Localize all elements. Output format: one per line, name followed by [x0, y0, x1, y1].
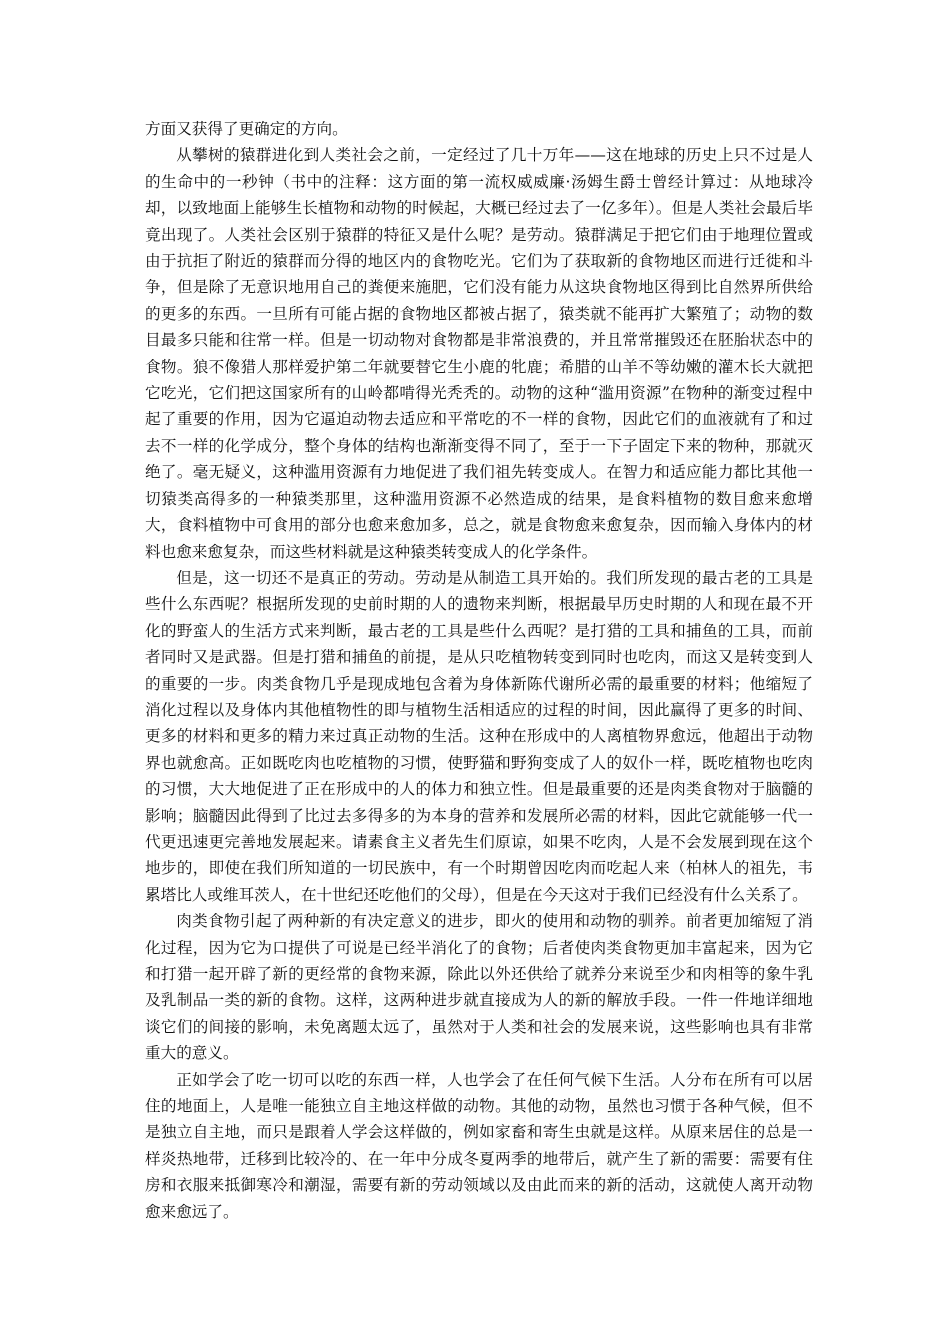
paragraph-ape-to-society: 从攀树的猿群进化到人类社会之前，一定经过了几十万年——这在地球的历史上只不过是人的生命中的一秒钟（书中的注释：这方面的第一流权威威廉·汤姆生爵士曾经计算过：从地球冷却，以致地面上能够生长植物和动物的时候起，大概已经过去了一亿多年）。但是人类社会最后毕竟出现了。人类社会区别于猿群的特征又是什么呢？是劳动。猿群满足于把它们由于地理位置或由于抗拒了附近的猿群而分得的地区内的食物吃光。它们为了获取新的食物地区而进行迁徙和斗争，但是除了无意识地用自己的粪便来施肥，它们没有能力从这块食物地区得到比自然界所供给的更多的东西。一旦所有可能占据的食物地区都被占据了，猿类就不能再扩大繁殖了；动物的数目最多只能和往常一样。但是一切动物对食物都是非常浪费的，并且常常摧毁还在胚胎状态中的食物。狼不像猎人那样爱护第二年就要替它生小鹿的牝鹿；希腊的山羊不等幼嫩的灌木长大就把它吃光，它们把这国家所有的山岭都啃得光秃秃的。动物的这种“滥用资源”在物种的渐变过程中起了重要的作用，因为它逼迫动物去适应和平常吃的不一样的食物，因此它们的血液就有了和过去不一样的化学成分，整个身体的结构也渐渐变得不同了，至于一下子固定下来的物种，那就灭绝了。毫无疑义，这种滥用资源有力地促进了我们祖先转变成人。在智力和适应能力都比其他一切猿类高得多的一种猿类那里，这种滥用资源不必然造成的结果，是食料植物的数目愈来愈增大，食料植物中可食用的部分也愈来愈加多，总之，就是食物愈来愈复杂，因而输入身体内的材料也愈来愈复杂，而这些材料就是这种猿类转变成人的化学条件。	[145, 146, 813, 561]
paragraph-continuation: 方面又获得了更确定的方向。	[145, 120, 348, 138]
paragraph-fire-and-domestication: 肉类食物引起了两种新的有决定意义的进步，即火的使用和动物的驯养。前者更加缩短了消化过程，因为它为口提供了可说是已经半消化了的食物；后者使肉类食物更加丰富起来，因为它和打猎一起开辟了新的更经常的食物来源，除此以外还供给了就养分来说至少和肉相等的象牛乳及乳制品一类的新的食物。这样，这两种进步就直接成为人的新的解放手段。一件一件地详细地谈它们的间接的影响，未免离题太远了，虽然对于人类和社会的发展来说，这些影响也具有非常重大的意义。	[145, 912, 813, 1063]
paragraph-tools-and-meat: 但是，这一切还不是真正的劳动。劳动是从制造工具开始的。我们所发现的最古老的工具是些什么东西呢？根据所发现的史前时期的人的遗物来判断，根据最早历史时期的人和现在最不开化的野蛮人的生活方式来判断，最古老的工具是些什么西呢？是打猎的工具和捕鱼的工具，而前者同时又是武器。但是打猎和捕鱼的前提，是从只吃植物转变到同时也吃肉，而这又是转变到人的重要的一步。肉类食物几乎是现成地包含着为身体新陈代谢所必需的最重要的材料；他缩短了消化过程以及身体内其他植物性的即与植物生活相适应的过程的时间，因此赢得了更多的时间、更多的材料和更多的精力来过真正动物的生活。这种在形成中的人离植物界愈远，他超出于动物界也就愈高。正如既吃肉也吃植物的习惯，使野猫和野狗变成了人的奴仆一样，既吃植物也吃肉的习惯，大大地促进了正在形成中的人的体力和独立性。但是最重要的还是肉类食物对于脑髓的影响；脑髓因此得到了比过去多得多的为本身的营养和发展所必需的材料，因此它就能够一代一代更迅速更完善地发展起来。请素食主义者先生们原谅，如果不吃肉，人是不会发展到现在这个地步的，即使在我们所知道的一切民族中，有一个时期曾因吃肉而吃起人来（柏林人的祖先，韦累塔比人或维耳茨人，在十世纪还吃他们的父母），但是在今天这对于我们已经没有什么关系了。	[145, 568, 813, 904]
document-body	[145, 116, 813, 1225]
paragraph-climate-adaptation: 正如学会了吃一切可以吃的东西一样，人也学会了在任何气候下生活。人分布在所有可以居住的地面上，人是唯一能独立自主地这样做的动物。其他的动物，虽然也习惯于各种气候，但不是独立自主地，而只是跟着人学会这样做的，例如家畜和寄生虫就是这样。从原来居住的总是一样炎热地带，迁移到比较冷的、在一年中分成冬夏两季的地带后，就产生了新的需要：需要有住房和衣服来抵御寒冷和潮湿，需要有新的劳动领域以及由此而来的新的活动，这就使人离开动物愈来愈远了。	[145, 1070, 813, 1221]
